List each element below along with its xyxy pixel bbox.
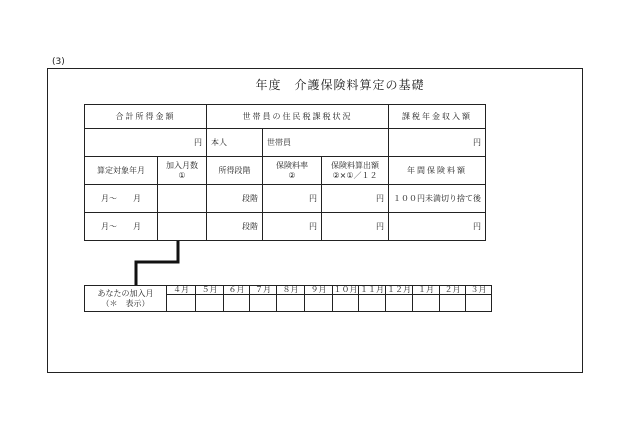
enrollment-label-line1: あなたの加入月 bbox=[97, 288, 154, 298]
income-level-cell: 段階 bbox=[207, 185, 263, 213]
calc-premium-cell: 円 bbox=[322, 213, 389, 241]
month-header: １１月 bbox=[360, 285, 384, 294]
month-header: １０月 bbox=[333, 285, 358, 294]
month-mark-cell bbox=[167, 295, 196, 312]
month-mark-cell bbox=[196, 295, 224, 312]
month-header: ３月 bbox=[466, 286, 492, 295]
income-level-header: 所得段階 bbox=[207, 157, 263, 185]
month-mark-cell bbox=[277, 295, 305, 312]
month-mark-cell bbox=[413, 295, 440, 312]
month-header: ２月 bbox=[440, 286, 466, 295]
premium-rate-cell: 円 bbox=[263, 213, 322, 241]
section-label: (3) bbox=[52, 57, 65, 67]
taxable-pension-header: 課税年金収入額 bbox=[389, 105, 486, 129]
calc-premium-label: 保険料算出額 bbox=[331, 160, 379, 170]
total-income-header: 合計所得金額 bbox=[85, 105, 207, 129]
enrolled-months-label: 加入月数 bbox=[166, 160, 198, 170]
formula-label: ②×①／１２ bbox=[332, 170, 378, 180]
self-tax-status-cell: 本人 bbox=[207, 129, 263, 157]
total-income-cell: 円 bbox=[85, 129, 207, 157]
premium-rate-cell: 円 bbox=[263, 185, 322, 213]
household-tax-status-header: 世帯員の住民税課税状況 bbox=[207, 105, 389, 129]
month-header: ８月 bbox=[277, 286, 305, 295]
enrollment-label-line2: （＊ 表示） bbox=[101, 298, 150, 308]
month-header: ５月 bbox=[196, 286, 224, 295]
annual-premium-header: 年間保険料額 bbox=[389, 157, 486, 185]
calc-premium-cell: 円 bbox=[322, 185, 389, 213]
month-mark-cell bbox=[305, 295, 333, 312]
month-mark-cell bbox=[440, 295, 466, 312]
month-header: ９月 bbox=[305, 286, 333, 295]
form-title: 年度 介護保険料算定の基礎 bbox=[255, 78, 425, 92]
circle-2-label: ② bbox=[288, 170, 296, 180]
enrollment-label bbox=[85, 286, 167, 312]
circle-1-label: ① bbox=[178, 170, 186, 180]
month-mark-cell bbox=[386, 295, 413, 312]
month-mark-cell bbox=[224, 295, 250, 312]
month-header: ７月 bbox=[250, 286, 277, 295]
month-mark-cell bbox=[466, 295, 492, 312]
taxable-pension-cell: 円 bbox=[389, 129, 486, 157]
month-header: １２月 bbox=[387, 285, 411, 294]
month-header: ６月 bbox=[224, 286, 250, 295]
month-mark-cell bbox=[250, 295, 277, 312]
income-level-cell: 段階 bbox=[207, 213, 263, 241]
month-range-cell: 月～ 月 bbox=[85, 185, 158, 213]
annual-premium-cell: 円 bbox=[389, 213, 486, 241]
annual-premium-cell: １００円未満切り捨て後 bbox=[389, 185, 486, 213]
enrollment-month-table bbox=[84, 285, 492, 312]
month-mark-cell bbox=[359, 295, 386, 312]
month-range-cell: 月～ 月 bbox=[85, 213, 158, 241]
target-month-header: 算定対象年月 bbox=[85, 157, 158, 185]
household-member-tax-status-cell: 世帯員 bbox=[263, 129, 389, 157]
premium-rate-label: 保険料率 bbox=[276, 160, 308, 170]
month-header: １月 bbox=[413, 286, 440, 295]
month-header: ４月 bbox=[167, 286, 196, 295]
month-mark-cell bbox=[333, 295, 359, 312]
